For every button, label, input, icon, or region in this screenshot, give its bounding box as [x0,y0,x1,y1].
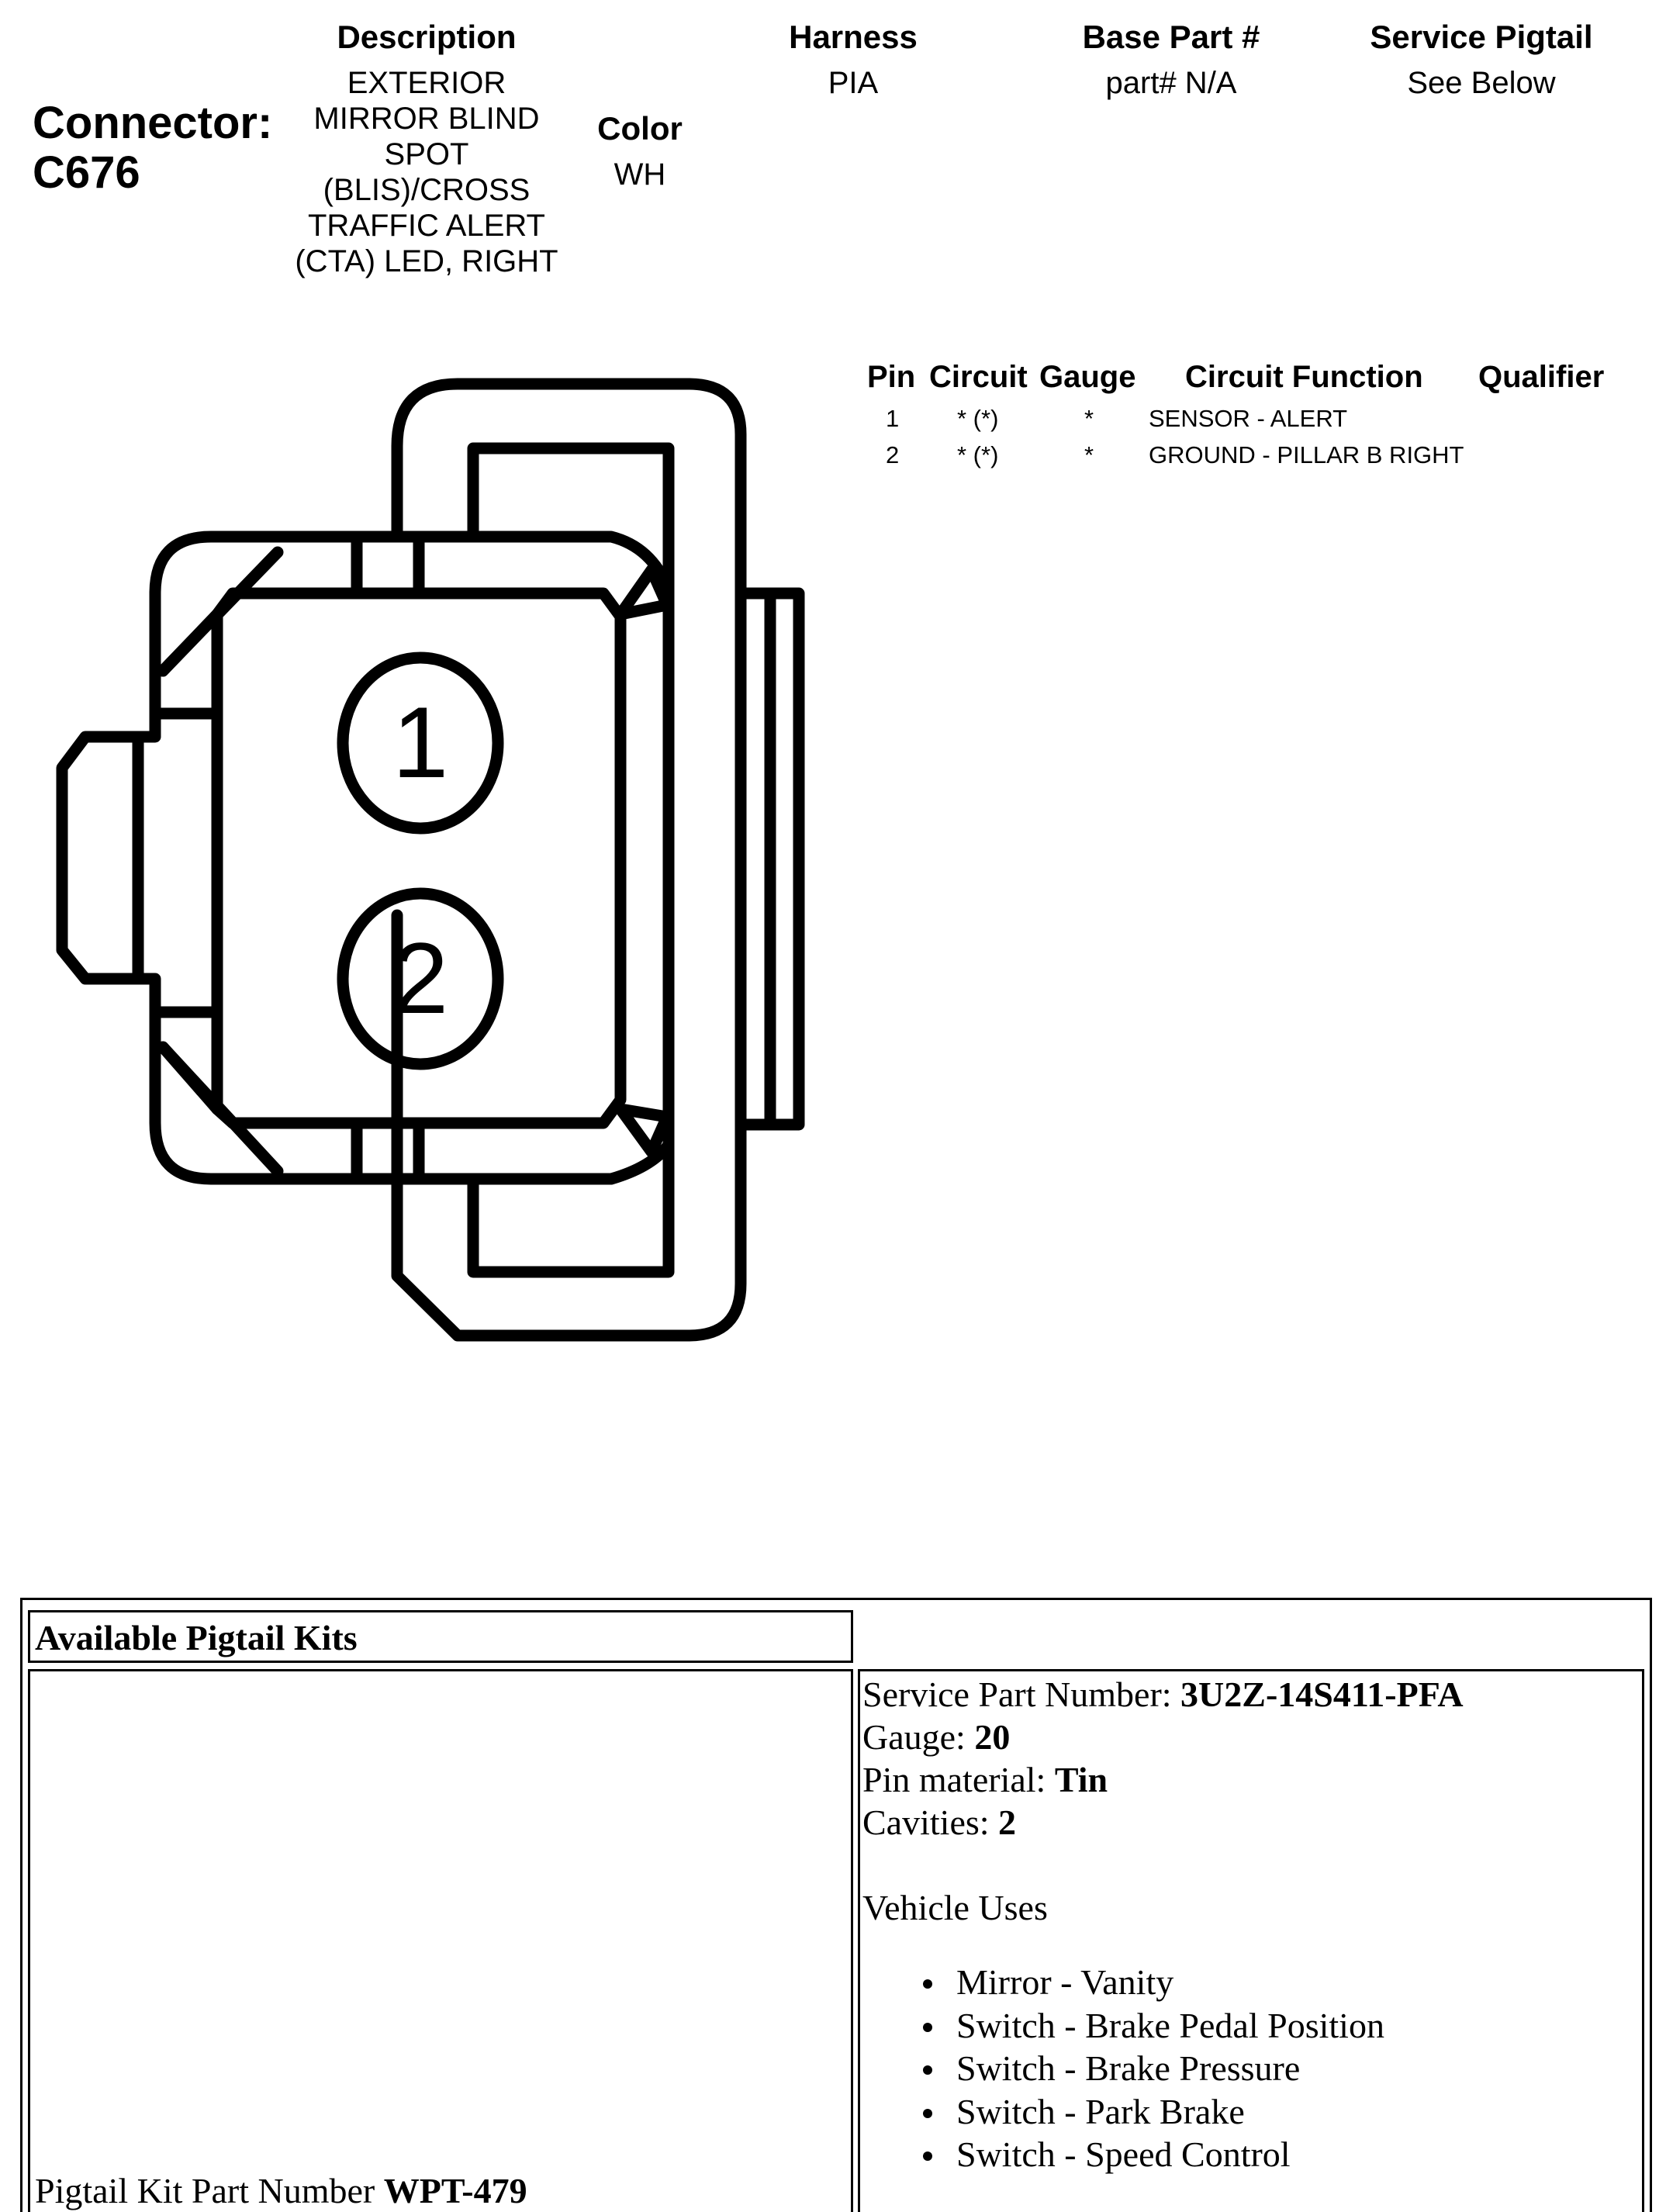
pin-2-label: 2 [392,921,449,1035]
pin-gauge: * [1084,441,1094,468]
pin-column-header: Pin [867,360,916,394]
pin-number: 2 [886,441,900,468]
pin-function: GROUND - PILLAR B RIGHT [1149,441,1464,468]
base-part-header: Base Part # [1082,19,1260,55]
list-item [907,2090,1384,2134]
function-column-header: Circuit Function [1185,360,1423,394]
pin-gauge: * [1084,405,1094,432]
service-part-line [862,1673,1464,1716]
vehicle-uses-list [907,1961,1384,2176]
gauge-line [862,1716,1010,1758]
bottom-latch-arrow [620,1109,667,1152]
pin-material-value: Tin [1054,1760,1108,1799]
base-part-value: part# N/A [1105,66,1237,100]
pin-circuit: * (*) [957,441,999,468]
connector-id: C676 [33,147,140,198]
service-pigtail-header: Service Pigtail [1370,19,1593,55]
pin-material-label: Pin material: [862,1760,1046,1799]
vehicle-use-text: Switch - Brake Pressure [956,2048,1301,2088]
bullet-icon [923,2109,932,2118]
description-line: EXTERIOR [347,66,506,100]
harness-header: Harness [789,19,918,55]
cavities-label: Cavities: [862,1802,990,1842]
bullet-icon [923,2065,932,2075]
description-line: TRAFFIC ALERT [308,209,545,243]
vehicle-use-text: Switch - Speed Control [956,2134,1291,2174]
pigtail-kit-number: WPT-479 [383,2171,527,2210]
insert-top-bevel [163,614,217,671]
list-item [907,2004,1384,2048]
pin-1-label: 1 [392,686,449,799]
gauge-label: Gauge: [862,1717,966,1757]
pigtail-section-title: Available Pigtail Kits [35,1618,358,1657]
bullet-icon [923,1979,932,1989]
inner-latch-top [473,448,669,589]
gauge-column-header: Gauge [1039,360,1136,394]
service-part-value: 3U2Z-14S411-PFA [1180,1675,1464,1714]
pin-function: SENSOR - ALERT [1149,405,1348,432]
vehicle-use-text: Switch - Park Brake [956,2091,1245,2131]
pin-circuit: * (*) [957,405,999,432]
description-line: SPOT [384,137,469,171]
service-part-label: Service Part Number: [862,1675,1172,1714]
color-value: WH [614,157,666,192]
inner-insert [217,593,620,1123]
vehicle-use-text: Switch - Brake Pedal Position [956,2005,1384,2045]
list-item [907,2133,1384,2176]
list-item [907,1961,1384,2004]
vehicle-uses-label: Vehicle Uses [862,1888,1048,1927]
gauge-value: 20 [974,1717,1011,1757]
description-line: (CTA) LED, RIGHT [295,244,558,278]
outer-latch-shell [397,384,741,1336]
description-value [256,65,597,279]
description-header: Description [337,19,517,55]
bullet-icon [923,2152,932,2161]
outer-housing [62,537,669,1179]
insert-bottom-bevel [163,1047,217,1109]
pigtail-kit-label: Pigtail Kit Part Number [35,2171,375,2210]
top-latch-arrow [620,570,667,614]
pigtail-kit-line [35,2169,527,2212]
qualifier-column-header: Qualifier [1478,360,1605,394]
vehicle-use-text: Mirror - Vanity [956,1962,1174,2002]
cavities-value: 2 [998,1802,1017,1842]
color-header: Color [597,110,683,147]
connector-face-diagram [0,357,853,1365]
description-line: (BLIS)/CROSS [323,173,531,207]
pigtail-kit-cell [28,1669,853,2212]
pin-material-line [862,1758,1108,1801]
service-pigtail-value: See Below [1407,66,1556,100]
bullet-icon [923,2023,932,2032]
description-line: MIRROR BLIND [313,102,540,136]
circuit-column-header: Circuit [929,360,1028,394]
connector-label: Connector: [33,98,273,148]
cavities-line [862,1801,1016,1844]
harness-value: PIA [828,66,879,100]
pigtail-title-cell [28,1610,853,1663]
list-item [907,2047,1384,2090]
pin-number: 1 [886,405,900,432]
